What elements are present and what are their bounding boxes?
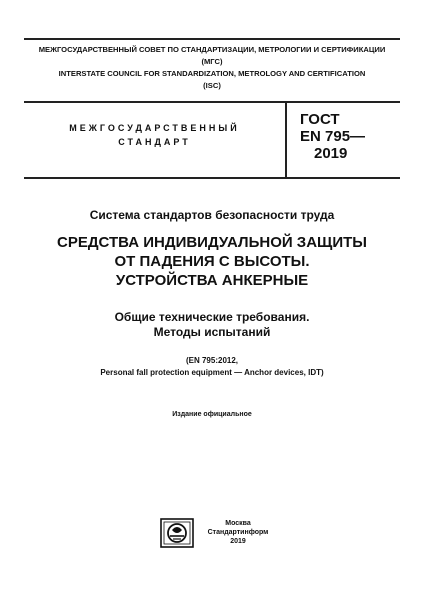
top-divider — [24, 38, 400, 40]
reference-line2: Personal fall protection equipment — Anchor devices, IDT) — [100, 368, 324, 377]
system-title: Система стандартов безопасности труда — [89, 208, 335, 222]
designation-number: EN 795— — [300, 128, 366, 145]
designation-bottom-divider — [24, 177, 400, 179]
main-title — [24, 233, 400, 290]
council-header — [24, 44, 400, 92]
council-name-ru: МЕЖГОСУДАРСТВЕННЫЙ СОВЕТ ПО СТАНДАРТИЗАЦИИ, МЕТРОЛОГИИ И СЕРТИФИКАЦИИ — [38, 45, 386, 54]
council-abbr-ru: (МГС) — [201, 57, 223, 66]
publisher-year: 2019 — [230, 538, 246, 545]
council-abbr-en: (ISC) — [203, 81, 221, 90]
publisher-info — [203, 519, 273, 546]
subtitle-line1: Общие технические требования. — [114, 310, 310, 324]
header-divider — [24, 101, 400, 103]
standard-type-line2: СТАНДАРТ — [118, 137, 191, 147]
designation-vertical-divider — [285, 101, 287, 177]
main-title-line1: СРЕДСТВА ИНДИВИДУАЛЬНОЙ ЗАЩИТЫ — [57, 234, 367, 251]
subtitle — [24, 310, 400, 340]
council-name-en: INTERSTATE COUNCIL FOR STANDARDIZATION, METROLOGY AND CERTIFICATION — [58, 69, 366, 78]
publisher-name: Стандартинформ — [207, 529, 269, 536]
main-title-line3: УСТРОЙСТВА АНКЕРНЫЕ — [115, 272, 309, 289]
standard-type-line1: МЕЖГОСУДАРСТВЕННЫЙ — [69, 123, 240, 133]
subtitle-line2: Методы испытаний — [153, 325, 271, 339]
standartinform-logo-icon — [160, 518, 194, 548]
main-title-line2: ОТ ПАДЕНИЯ С ВЫСОТЫ. — [114, 253, 310, 270]
standard-designation — [300, 111, 365, 162]
standard-type — [24, 121, 285, 149]
reference-standard — [24, 355, 400, 379]
edition-note: Издание официальное — [172, 411, 252, 418]
reference-line1: (EN 795:2012, — [185, 356, 239, 365]
publisher-city: Москва — [225, 520, 251, 527]
designation-year: 2019 — [314, 145, 348, 162]
designation-prefix: ГОСТ — [300, 111, 340, 128]
